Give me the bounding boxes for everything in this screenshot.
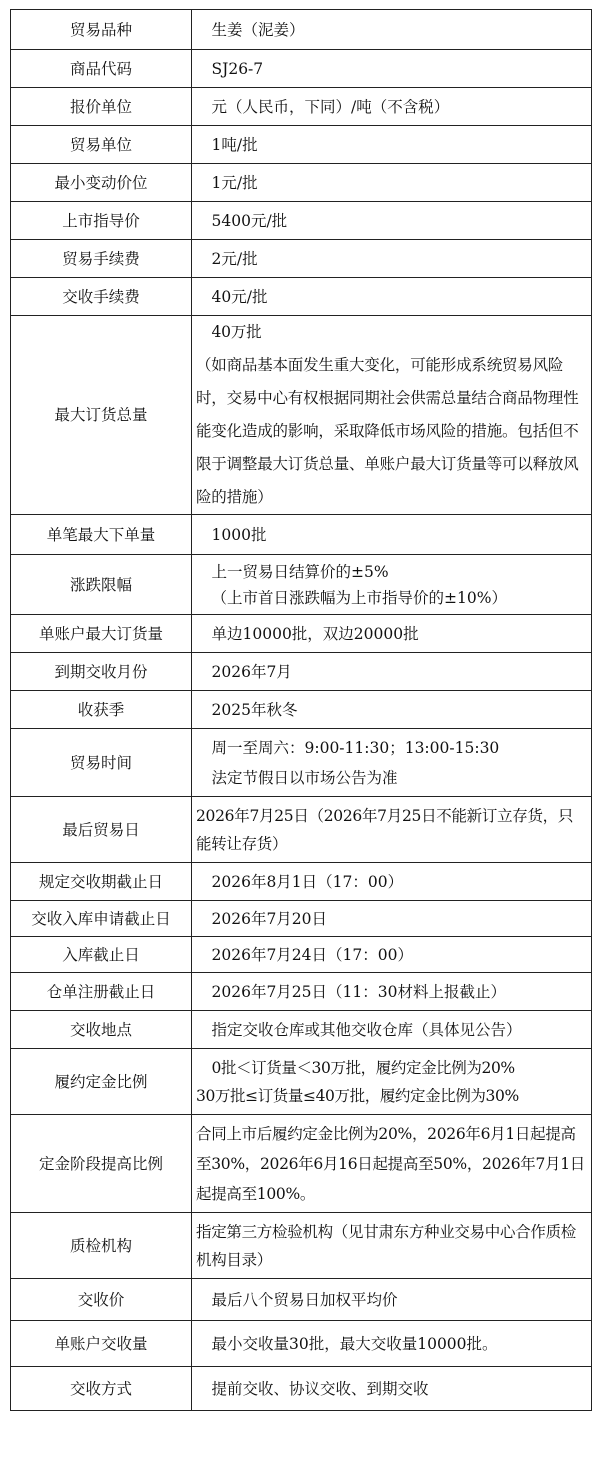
row-value: 指定交收仓库或其他交收仓库（具体见公告）	[192, 1011, 592, 1049]
row-value: 最后八个贸易日加权平均价	[192, 1279, 592, 1321]
table-row	[11, 10, 592, 50]
row-value: 1吨/批	[192, 126, 592, 164]
table-row	[11, 863, 592, 901]
table-row	[11, 615, 592, 653]
table-row	[11, 1321, 592, 1367]
row-label: 到期交收月份	[11, 653, 192, 691]
table-row	[11, 1011, 592, 1049]
row-value: 40万批 （如商品基本面发生重大变化，可能形成系统贸易风险时，交易中心有权根据同期社会供需总量结合商品物理性能变化造成的影响，采取降低市场风险的措施。包括但不限于调整最大订货总量、单账户最大订货量等可以释放风险的措施）	[192, 316, 592, 515]
row-value: 单边10000批，双边20000批	[192, 615, 592, 653]
row-value: 2026年7月24日（17：00）	[192, 937, 592, 973]
table-row	[11, 515, 592, 555]
row-label: 单账户交收量	[11, 1321, 192, 1367]
row-label: 单账户最大订货量	[11, 615, 192, 653]
row-label: 交收方式	[11, 1367, 192, 1411]
table-row	[11, 50, 592, 88]
row-label: 贸易手续费	[11, 240, 192, 278]
row-value: 合同上市后履约定金比例为20%，2026年6月1日起提高至30%，2026年6月16日起提高至50%，2026年7月1日起提高至100%。	[192, 1115, 592, 1213]
row-label: 交收手续费	[11, 278, 192, 316]
table-row	[11, 316, 592, 515]
row-label: 贸易单位	[11, 126, 192, 164]
table-row	[11, 973, 592, 1011]
row-value: 0批＜订货量＜30万批，履约定金比例为20% 30万批≤订货量≤40万批，履约定金比例为30%	[192, 1049, 592, 1115]
table-row	[11, 240, 592, 278]
table-row	[11, 1213, 592, 1279]
table-row	[11, 278, 592, 316]
row-label: 交收地点	[11, 1011, 192, 1049]
row-label: 入库截止日	[11, 937, 192, 973]
row-value: 2026年7月	[192, 653, 592, 691]
table-row	[11, 126, 592, 164]
row-label: 交收入库申请截止日	[11, 901, 192, 937]
row-label: 交收价	[11, 1279, 192, 1321]
row-value: 生姜（泥姜）	[192, 10, 592, 50]
row-label: 贸易品种	[11, 10, 192, 50]
row-label: 收获季	[11, 691, 192, 729]
row-value: 2026年7月20日	[192, 901, 592, 937]
row-value: 周一至周六：9:00-11:30；13:00-15:30 法定节假日以市场公告为准	[192, 729, 592, 797]
row-label: 最小变动价位	[11, 164, 192, 202]
row-value: 2026年8月1日（17：00）	[192, 863, 592, 901]
row-label: 上市指导价	[11, 202, 192, 240]
row-label: 最后贸易日	[11, 797, 192, 863]
table-row	[11, 1049, 592, 1115]
row-value: 上一贸易日结算价的±5% （上市首日涨跌幅为上市指导价的±10%）	[192, 555, 592, 615]
row-label: 涨跌限幅	[11, 555, 192, 615]
row-value: 1元/批	[192, 164, 592, 202]
row-value: SJ26-7	[192, 50, 592, 88]
row-value: 2026年7月25日（11：30材料上报截止）	[192, 973, 592, 1011]
row-label: 规定交收期截止日	[11, 863, 192, 901]
table-row	[11, 1279, 592, 1321]
contract-spec-table	[10, 9, 592, 1411]
row-value: 2025年秋冬	[192, 691, 592, 729]
table-row	[11, 164, 592, 202]
table-row	[11, 555, 592, 615]
table-row	[11, 653, 592, 691]
row-label: 单笔最大下单量	[11, 515, 192, 555]
row-label: 质检机构	[11, 1213, 192, 1279]
row-label: 履约定金比例	[11, 1049, 192, 1115]
row-value: 元（人民币，下同）/吨（不含税）	[192, 88, 592, 126]
table-row	[11, 901, 592, 937]
table-row	[11, 729, 592, 797]
table-row	[11, 88, 592, 126]
table-row	[11, 937, 592, 973]
table-row	[11, 1115, 592, 1213]
row-label: 报价单位	[11, 88, 192, 126]
table-row	[11, 1367, 592, 1411]
row-label: 定金阶段提高比例	[11, 1115, 192, 1213]
table-row	[11, 202, 592, 240]
row-value: 5400元/批	[192, 202, 592, 240]
row-label: 商品代码	[11, 50, 192, 88]
row-value: 指定第三方检验机构（见甘肃东方种业交易中心合作质检机构目录）	[192, 1213, 592, 1279]
row-value: 提前交收、协议交收、到期交收	[192, 1367, 592, 1411]
row-label: 贸易时间	[11, 729, 192, 797]
row-value: 1000批	[192, 515, 592, 555]
table-row	[11, 691, 592, 729]
row-label: 最大订货总量	[11, 316, 192, 515]
row-value: 40元/批	[192, 278, 592, 316]
row-value: 2026年7月25日（2026年7月25日不能新订立存货，只能转让存货）	[192, 797, 592, 863]
table-row	[11, 797, 592, 863]
row-value: 最小交收量30批，最大交收量10000批。	[192, 1321, 592, 1367]
row-value: 2元/批	[192, 240, 592, 278]
row-label: 仓单注册截止日	[11, 973, 192, 1011]
